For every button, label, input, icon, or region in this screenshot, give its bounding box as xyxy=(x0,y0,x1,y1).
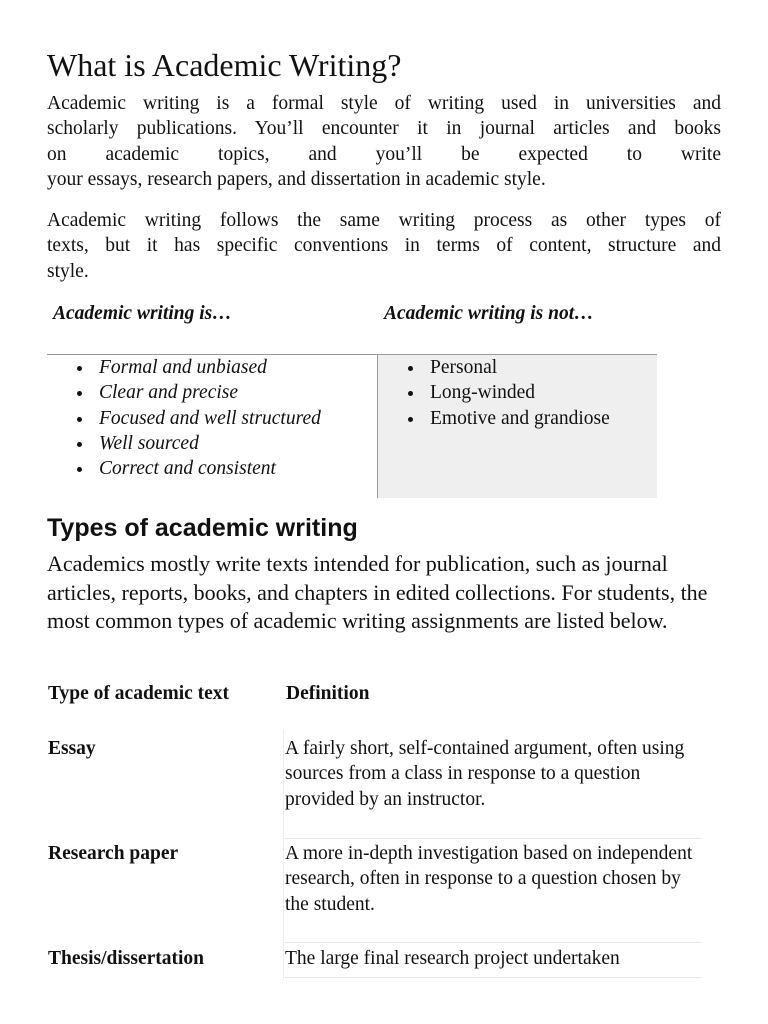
list-item: Focused and well structured xyxy=(75,406,321,431)
intro-p1-line: Academic writing is a formal style of writing used in universities and xyxy=(47,93,721,114)
page-title: What is Academic Writing? xyxy=(47,47,402,83)
list-item: Emotive and grandiose xyxy=(406,406,610,431)
bullet-icon xyxy=(77,467,82,472)
bullet-icon xyxy=(77,442,82,447)
row-type-essay: Essay xyxy=(48,738,96,759)
column-header-type: Type of academic text xyxy=(48,683,230,704)
intro-paragraph-2 xyxy=(47,208,721,284)
academic-is-list xyxy=(75,355,321,481)
list-item: Well sourced xyxy=(75,431,321,456)
table-column-divider xyxy=(283,730,284,980)
row-type-research-paper: Research paper xyxy=(48,843,179,864)
academic-is-not-list xyxy=(406,355,610,431)
list-item: Clear and precise xyxy=(75,380,321,405)
table-row-divider xyxy=(285,977,701,978)
row-type-thesis: Thesis/dissertation xyxy=(48,948,205,969)
row-definition-essay: A fairly short, self-contained argument, often using sources from a class in response to a question provided by an instructor. xyxy=(285,738,685,810)
table-row-divider xyxy=(285,838,701,839)
intro-p1-line: scholarly publications. You’ll encounter it in journal articles and books xyxy=(47,118,721,140)
intro-p1-line: your essays, research papers, and dissertation in academic style. xyxy=(47,168,546,190)
row-definition-research-paper: A more in-depth investigation based on independent research, often in response to a question chosen by the student. xyxy=(285,843,693,915)
academic-is-heading: Academic writing is… xyxy=(53,303,232,324)
bullet-icon xyxy=(408,366,413,371)
types-heading: Types of academic writing xyxy=(47,514,358,542)
types-paragraph: Academics mostly write texts intended for publication, such as journal articles, reports, books, and chapters in edited collections. For students, the most common types of academic writing assignments are listed below. xyxy=(47,551,708,633)
list-item: Correct and consistent xyxy=(75,456,321,481)
bullet-icon xyxy=(77,391,82,396)
intro-p2-line: Academic writing follows the same writing process as other types of xyxy=(47,210,721,231)
table-row-divider xyxy=(285,942,701,943)
intro-p2-line: texts, but it has specific conventions in terms of content, structure and xyxy=(47,235,721,257)
bullet-icon xyxy=(77,417,82,422)
list-item: Formal and unbiased xyxy=(75,355,321,380)
intro-p1-line: on academic topics, and you’ll be expected to write xyxy=(47,143,721,165)
academic-is-not-heading: Academic writing is not… xyxy=(384,303,594,324)
column-header-definition: Definition xyxy=(286,683,370,704)
comparison-column-divider xyxy=(377,355,378,498)
list-item: Long-winded xyxy=(406,380,610,405)
bullet-icon xyxy=(408,417,413,422)
bullet-icon xyxy=(77,366,82,371)
intro-p2-line: style. xyxy=(47,260,89,282)
intro-paragraph-1 xyxy=(47,91,721,192)
bullet-icon xyxy=(408,391,413,396)
row-definition-thesis: The large final research project undertaken xyxy=(285,948,620,969)
list-item: Personal xyxy=(406,355,610,380)
